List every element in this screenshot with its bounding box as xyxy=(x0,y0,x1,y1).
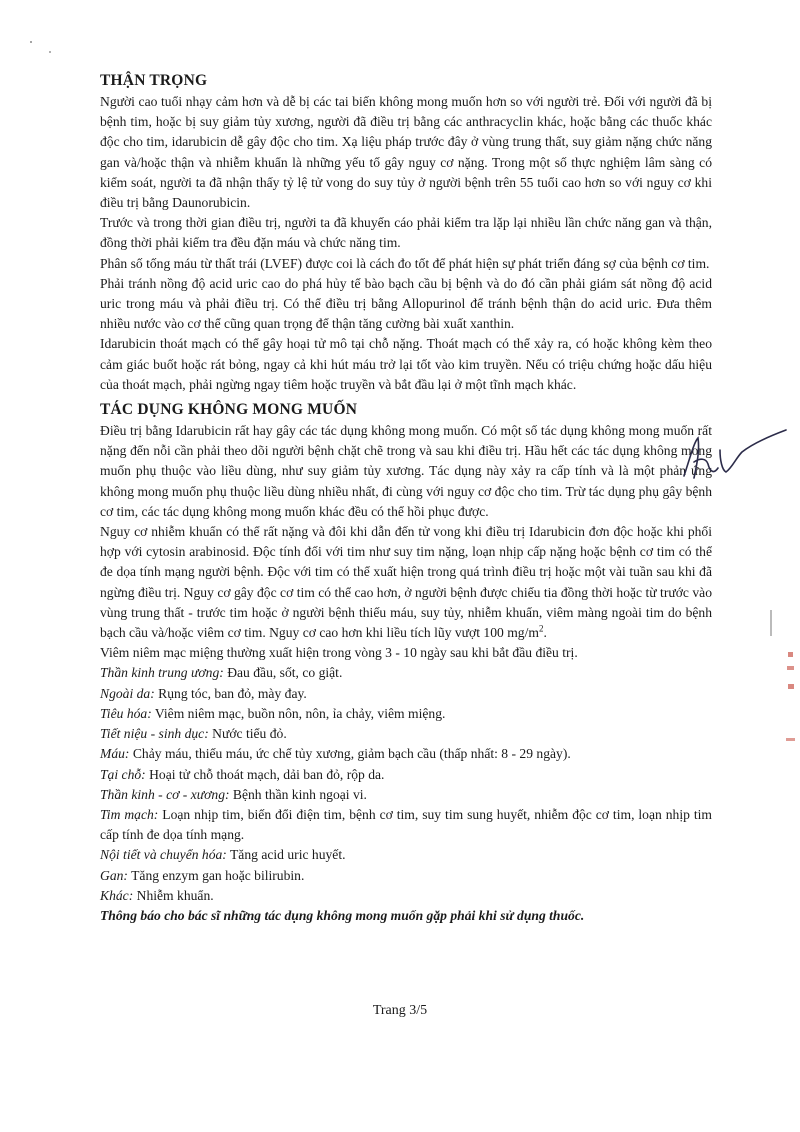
effect-label: Tim mạch: xyxy=(100,806,159,822)
superscript: 2 xyxy=(538,623,544,634)
effect-text: Bệnh thần kinh ngoại vi. xyxy=(229,786,367,802)
effect-item xyxy=(100,785,712,805)
doctor-notice: Thông báo cho bác sĩ những tác dụng không mong muốn gặp phải khi sử dụng thuốc. xyxy=(100,907,585,923)
effect-text: Viêm niêm mạc, buồn nôn, nôn, ỉa chảy, viêm miệng. xyxy=(151,705,446,721)
effect-item xyxy=(100,805,712,845)
effects-list xyxy=(100,663,712,905)
paragraph: Idarubicin thoát mạch có thể gây hoại tử mô tại chỗ nặng. Thoát mạch có thể xảy ra, có hoặc không kèm theo cảm giác buốt hoặc rát bỏng, ngay cả khi hút máu trở lại tốt vào kim truyền. Nếu có triệu chứng hoặc dấu hiệu của thoát mạch, phải ngừng ngay tiêm hoặc truyền và bắt đầu lại ở một tĩnh mạch khác. xyxy=(100,336,712,392)
document-body xyxy=(100,72,712,926)
paragraph: Trước và trong thời gian điều trị, người ta đã khuyến cáo phải kiểm tra lặp lại nhiều lần chức năng gan và thận, đồng thời phải kiểm tra đều đặn máu và chức năng tim. xyxy=(100,215,712,251)
effect-item xyxy=(100,663,712,683)
effect-text: Loạn nhịp tim, biến đổi điện tim, bệnh cơ tim, suy tim sung huyết, nhiễm độc cơ tim, loạn nhịp tim cấp tính đe dọa tính mạng. xyxy=(100,806,712,843)
effect-label: Tiêu hóa: xyxy=(100,705,152,721)
effect-text: Hoại tử chỗ thoát mạch, dải ban đỏ, rộp da. xyxy=(145,766,385,782)
paragraph: Điều trị bằng Idarubicin rất hay gây các tác dụng không mong muốn. Có một số tác dụng không mong muốn rất nặng đến nỗi cần phải theo dõi người bệnh chặt chẽ trong và sau khi điều trị. Hầu hết các tác dụng không mong muốn phụ thuộc vào liều dùng, như suy giảm tủy xương. Tác dụng này xảy ra cấp tính và là một phản ứng không mong muốn phụ thuộc liều dùng nhiều nhất, đi cùng với nguy cơ độc cho tim. Trừ tác dụng phụ gây bệnh cơ tim, các tác dụng không mong muốn khác đều có thể hồi phục được. xyxy=(100,423,712,519)
effect-text: Tăng acid uric huyết. xyxy=(226,847,346,863)
scan-speckles xyxy=(28,38,68,63)
effect-label: Thần kinh - cơ - xương: xyxy=(100,786,230,802)
effect-text: Đau đầu, sốt, co giật. xyxy=(223,665,343,681)
effect-label: Tại chỗ: xyxy=(100,766,146,782)
effect-item xyxy=(100,845,712,865)
effect-item xyxy=(100,866,712,886)
effect-text: Chảy máu, thiếu máu, ức chế tủy xương, giảm bạch cầu (thấp nhất: 8 - 29 ngày). xyxy=(129,746,571,762)
page-number: Trang 3/5 xyxy=(372,1003,428,1018)
mucositis-line: Viêm niêm mạc miệng thường xuất hiện trong vòng 3 - 10 ngày sau khi bắt đầu điều trị. xyxy=(100,645,578,661)
effect-text: Rụng tóc, ban đỏ, mày đay. xyxy=(154,685,307,701)
risk-text: Nguy cơ nhiễm khuẩn có thể rất nặng và đôi khi dẫn đến tử vong khi điều trị Idarubicin đơn độc hoặc khi phối hợp với cytosin arabinosid. Độc tính đối với tim như suy tim nặng, loạn nhịp cấp nặng hoặc bệnh cơ tim có thể đe dọa tính mạng người bệnh. Độc với tim có thể xuất hiện trong quá trình điều trị hoặc một vài tuần sau khi đã ngừng điều trị. Nguy cơ gây độc cơ tim có thể cao hơn, ở người bệnh được chiếu tia đồng thời hoặc từ trước vào vùng trung thất - trước tim hoặc ở người bệnh thiếu máu, suy tủy, nhiễm khuẩn, viêm màng ngoài tim do bệnh bạch cầu và/hoặc viêm cơ tim. Nguy cơ cao hơn khi liều tích lũy vượt 100 mg/m xyxy=(100,524,712,641)
paragraph: Người cao tuổi nhạy cảm hơn và dễ bị các tai biến không mong muốn hơn so với người trẻ. Đối với người đã bị bệnh tim, hoặc bị suy giảm tủy xương, người đã điều trị bằng các anthracyclin khác, hoặc bằng các thuốc khác độc cho tim, idarubicin dễ gây độc cho tim. Xạ liệu pháp trước đây ở vùng trung thất, suy giảm nặng chức năng gan và/hoặc thận và nhiễm khuẩn là những yếu tố gây nguy cơ nặng. Trong một số thực nghiệm lâm sàng có kiểm soát, người ta đã nhận thấy tỷ lệ tử vong do suy tủy ở người bệnh trên 55 tuổi cao hơn so với nguy cơ khi điều trị bằng Daunorubicin. xyxy=(100,94,712,211)
risk-end: . xyxy=(543,625,547,641)
stamp-edge-marks xyxy=(770,610,800,750)
section-heading-precautions: THẬN TRỌNG xyxy=(100,72,208,89)
effect-item xyxy=(100,724,712,744)
paragraph: Phân số tống máu từ thất trái (LVEF) được coi là cách đo tốt để phát hiện sự phát triển đáng sợ của bệnh cơ tim. xyxy=(100,255,710,271)
effect-text: Tăng enzym gan hoặc bilirubin. xyxy=(127,867,305,883)
effect-item xyxy=(100,704,712,724)
effect-label: Ngoài da: xyxy=(100,685,155,701)
handwritten-signature xyxy=(680,428,790,488)
effect-text: Nhiễm khuẩn. xyxy=(133,887,214,903)
section-heading-adverse-effects: TÁC DỤNG KHÔNG MONG MUỐN xyxy=(100,401,358,419)
paragraph: Phải tránh nồng độ acid uric cao do phá hủy tế bào bạch cầu bị bệnh và do đó cần phải giám sát nồng độ acid uric trong máu và phải điều trị. Có thể điều trị bằng Allopurinol để tránh bệnh thận do acid uric. Đưa thêm nhiều nước vào cơ thể cũng quan trọng để thận tăng cường bài xuất xanthin. xyxy=(100,275,712,332)
effect-item xyxy=(100,765,712,785)
effect-label: Nội tiết và chuyển hóa: xyxy=(100,847,227,863)
effect-label: Thần kinh trung ương: xyxy=(100,665,224,681)
effect-label: Khác: xyxy=(100,887,134,903)
effect-item xyxy=(100,886,712,906)
paragraph-risk xyxy=(100,522,712,643)
effect-label: Tiết niệu - sinh dục: xyxy=(100,726,209,742)
effect-item xyxy=(100,684,712,704)
effect-label: Máu: xyxy=(100,746,130,762)
effect-text: Nước tiểu đỏ. xyxy=(208,726,287,742)
effect-item xyxy=(100,744,712,764)
effect-label: Gan: xyxy=(100,867,128,883)
